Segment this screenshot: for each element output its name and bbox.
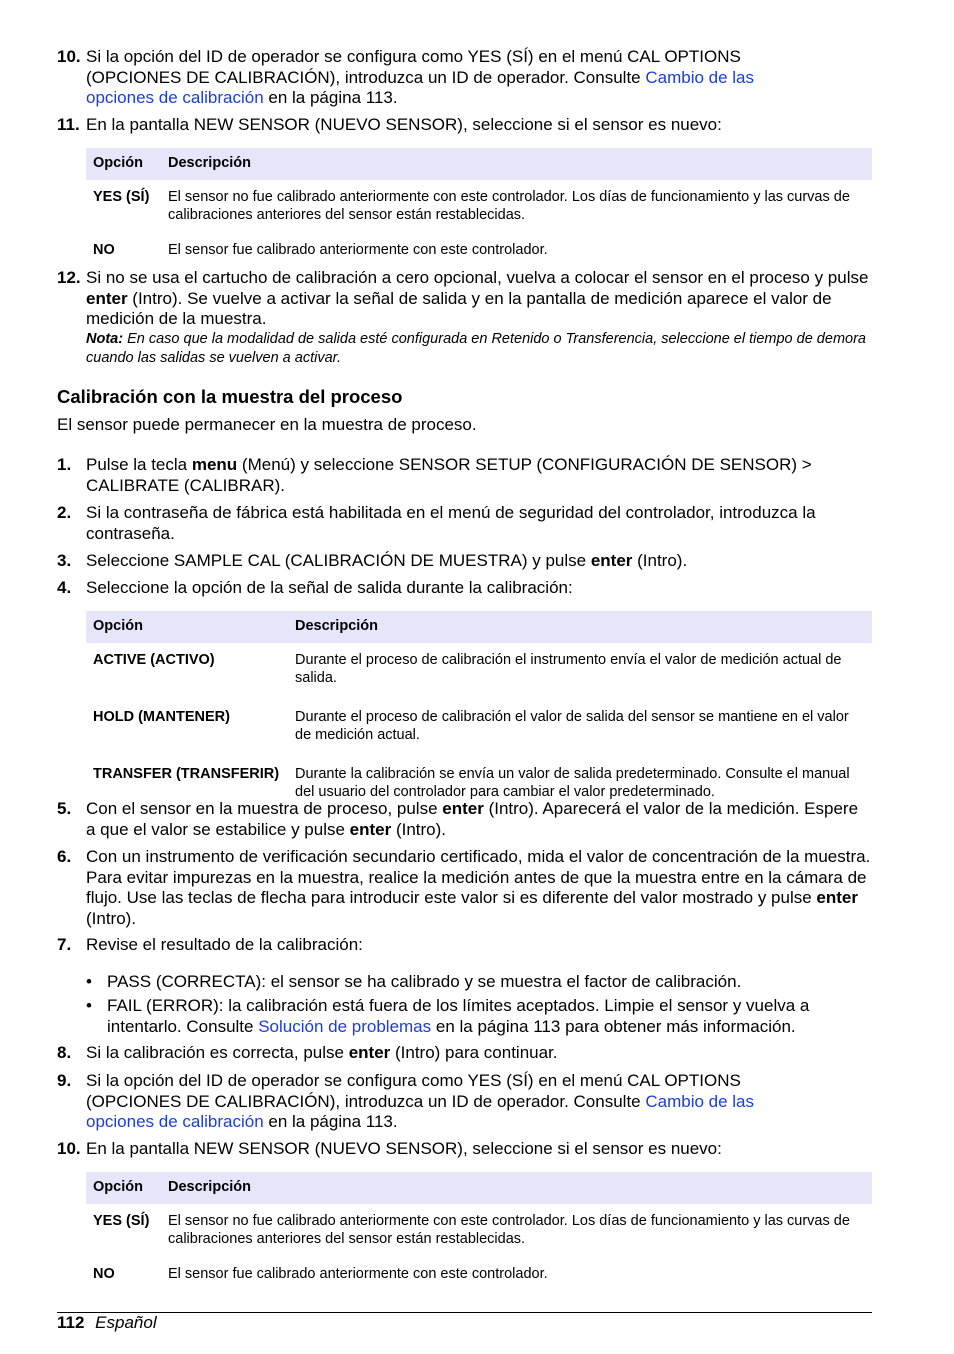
step-text: Si la opción del ID de operador se configura como YES (SÍ) en el menú CAL OPTIONS (OPCIONES DE CALIBRACIÓN), introduzca un ID de operador. Consulte: [86, 47, 741, 87]
step-text: Si la opción del ID de operador se configura como YES (SÍ) en el menú CAL OPTIONS (OPCIONES DE CALIBRACIÓN), introduzca un ID de operador. Consulte: [86, 1071, 741, 1111]
step-text: Si no se usa el cartucho de calibración a cero opcional, vuelva a colocar el sensor en el proceso y pulse: [86, 268, 869, 287]
option-description: El sensor no fue calibrado anteriormente con este controlador. Los días de funcionamiento y las curvas de calibraciones anteriores del sensor están restablecidas.: [168, 189, 850, 223]
step-5: [57, 799, 872, 840]
footer-divider: [57, 1312, 872, 1313]
bullet-fail: [86, 996, 876, 1037]
table-row: [86, 701, 872, 758]
option-description: Durante la calibración se envía un valor de salida predeterminado. Consulte el manual del usuario del controlador para cambiar el valor predeterminado.: [295, 766, 850, 800]
step-text: Con un instrumento de verificación secundario certificado, mida el valor de concentración de la muestra. Para evitar impurezas en la muestra, realice la medición antes de que la muestra entre en la cámara de flujo. Use las teclas de flecha para introducir este valor si es diferente del valor mostrado y pulse: [86, 847, 871, 907]
step-text: Si la calibración es correcta, pulse: [86, 1043, 349, 1062]
key-name: enter: [349, 819, 392, 839]
step-number: 7.: [57, 935, 72, 954]
step-number: 11.: [57, 115, 80, 134]
option-name: HOLD (MANTENER): [93, 709, 230, 725]
step-text: En la pantalla NEW SENSOR (NUEVO SENSOR), seleccione si el sensor es nuevo:: [86, 1139, 722, 1158]
step-text: (Intro). Aparecerá el valor de la medición. Espere a que el valor se estabilice y pulse: [86, 799, 859, 839]
table-header: Opción: [86, 148, 161, 180]
footer-language: Español: [95, 1313, 157, 1332]
bullet-text: PASS (CORRECTA): el sensor se ha calibrado y se muestra el factor de calibración.: [107, 972, 742, 991]
table-row: [86, 1258, 872, 1290]
options-table-new-sensor: [86, 148, 872, 266]
step-4: [57, 578, 872, 599]
step-11: [57, 115, 872, 136]
step-number: 1.: [57, 455, 72, 474]
key-name: enter: [442, 799, 484, 818]
section-title: Calibración con la muestra del proceso: [57, 386, 403, 407]
step-7: [57, 935, 872, 956]
step-text: En la pantalla NEW SENSOR (NUEVO SENSOR), seleccione si el sensor es nuevo:: [86, 115, 722, 134]
step-number: 10.: [57, 47, 81, 66]
page-number: 112: [57, 1313, 85, 1332]
options-table-new-sensor-2: [86, 1172, 872, 1290]
step-text: Seleccione SAMPLE CAL (CALIBRACIÓN DE MUESTRA) y pulse: [86, 551, 591, 570]
step-number: 10.: [57, 1139, 81, 1158]
table-row: [86, 180, 872, 234]
step-1: [57, 455, 872, 496]
step-text: Seleccione la opción de la señal de salida durante la calibración:: [86, 578, 573, 597]
table-header: Opción: [86, 1172, 161, 1204]
step-text: (Menú) y seleccione SENSOR SETUP (CONFIGURACIÓN DE SENSOR) > CALIBRATE (CALIBRAR).: [86, 455, 812, 495]
step-number: 3.: [57, 551, 72, 570]
option-name: YES (SÍ): [93, 1213, 150, 1229]
key-name: enter: [590, 551, 633, 570]
bullet-text: FAIL (ERROR): la calibración está fuera de los límites aceptados. Limpie el sensor y vuelva a intentarlo. Consulte: [107, 996, 810, 1036]
step-10: [57, 47, 872, 109]
bullet-text: en la página 113 para obtener más información.: [431, 1016, 796, 1036]
step-text: (Intro) para continuar.: [390, 1043, 558, 1062]
table-row: [86, 1204, 872, 1258]
note-label: Nota:: [86, 330, 124, 347]
step-text: Con el sensor en la muestra de proceso, pulse: [86, 799, 443, 818]
option-description: Durante el proceso de calibración el instrumento envía el valor de medición actual de salida.: [295, 652, 842, 686]
step-text: en la página 113.: [263, 1112, 398, 1131]
key-name: enter: [816, 888, 858, 907]
step-number: 12.: [57, 268, 81, 287]
option-name: YES (SÍ): [93, 189, 150, 205]
option-name: NO: [93, 242, 115, 258]
step-9: [57, 1071, 872, 1133]
bullet-icon: •: [86, 996, 92, 1015]
table-row: [86, 643, 872, 701]
option-description: Durante el proceso de calibración el valor de salida del sensor se mantiene en el valor de medición actual.: [295, 709, 849, 743]
table-header: Descripción: [161, 1172, 872, 1204]
bullet-icon: •: [86, 972, 92, 991]
step-12: [57, 268, 872, 368]
table-header: Opción: [86, 611, 288, 643]
step-2: [57, 503, 872, 544]
bullet-pass: [86, 972, 876, 993]
step-text: en la página 113.: [263, 88, 398, 107]
section-intro: El sensor puede permanecer en la muestra de proceso.: [57, 415, 477, 434]
step-3: [57, 551, 872, 572]
step-number: 4.: [57, 578, 72, 597]
key-name: menu: [191, 455, 238, 474]
table-header: Descripción: [288, 611, 872, 643]
link-cambio-opciones-calibracion[interactable]: Cambio de las opciones de calibración: [86, 1091, 755, 1131]
step-8: [57, 1043, 872, 1064]
table-row: [86, 234, 872, 266]
footer: [57, 1313, 157, 1334]
link-cambio-opciones-calibracion[interactable]: Cambio de las opciones de calibración: [86, 67, 755, 107]
key-name: enter: [86, 288, 128, 308]
table-header: Descripción: [161, 148, 872, 180]
step-number: 9.: [57, 1071, 72, 1090]
options-table-output-signal: [86, 611, 872, 808]
step-text: Pulse la tecla: [86, 455, 192, 474]
option-name: ACTIVE (ACTIVO): [93, 652, 215, 668]
step-number: 6.: [57, 847, 72, 866]
option-description: El sensor fue calibrado anteriormente con este controlador.: [168, 242, 548, 258]
step-number: 2.: [57, 503, 72, 522]
option-description: El sensor no fue calibrado anteriormente con este controlador. Los días de funcionamiento y las curvas de calibraciones anteriores del sensor están restablecidas.: [168, 1213, 850, 1247]
step-text: (Intro).: [632, 551, 688, 570]
option-description: El sensor fue calibrado anteriormente con este controlador.: [168, 1266, 548, 1282]
step-number: 8.: [57, 1043, 72, 1062]
step-text: (Intro).: [391, 819, 447, 839]
step-text: (Intro).: [86, 908, 137, 928]
key-name: enter: [348, 1043, 391, 1062]
note: [86, 330, 872, 368]
step-text: (Intro). Se vuelve a activar la señal de salida y en la pantalla de medición aparece el valor de medición de la muestra.: [86, 288, 832, 328]
step-text: Si la contraseña de fábrica está habilitada en el menú de seguridad del controlador, introduzca la contraseña.: [86, 503, 816, 543]
step-6: [57, 847, 872, 929]
step-10-second: [57, 1139, 872, 1160]
step-text: Revise el resultado de la calibración:: [86, 935, 363, 954]
option-name: NO: [93, 1266, 115, 1282]
note-text: En caso que la modalidad de salida esté configurada en Retenido o Transferencia, seleccione el tiempo de demora cuando las salidas se vuelven a activar.: [86, 330, 866, 366]
option-name: TRANSFER (TRANSFERIR): [93, 766, 280, 782]
link-solucion-problemas[interactable]: Solución de problemas: [258, 1016, 432, 1036]
step-number: 5.: [57, 799, 72, 818]
